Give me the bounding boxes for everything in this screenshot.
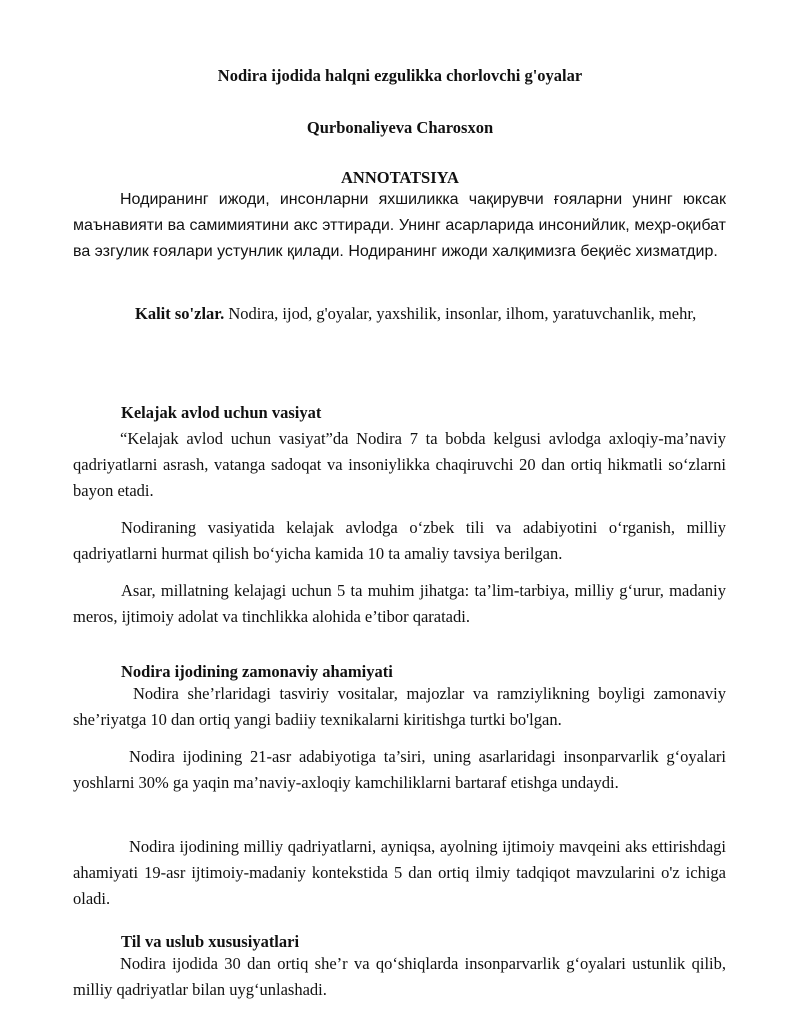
section-1-paragraph-3: Asar, millatning kelajagi uchun 5 ta muhim jihatga: ta’lim-tarbiya, milliy g‘urur, madaniy meros, ijtimoiy adolat va tinchlikka alohida e’tibor qaratadi. [73, 581, 726, 626]
section-2-paragraph-1: Nodira she’rlaridagi tasviriy vositalar, majozlar va ramziylikning boyligi zamonaviy she’riyatga 10 dan ortiq yangi badiiy texnikalarni kiritishga turtki bo'lgan. [73, 684, 726, 729]
section-1-paragraph-1: “Kelajak avlod uchun vasiyat”da Nodira 7 ta bobda kelgusi avlodga axloqiy-ma’naviy qadriyatlarni asrash, vatanga sadoqat va insoniylikka chaqiruvchi 20 dan ortiq hikmatli so‘zlarni bayon etadi. [73, 429, 726, 500]
section-3-paragraph-1: Nodira ijodida 30 dan ortiq she’r va qo‘shiqlarda insonparvarlik g‘oyalari ustunlik qilib, milliy qadriyatlar bilan uyg‘unlashadi. [73, 954, 726, 999]
keywords-label: Kalit so'zlar. [135, 304, 225, 323]
section-1-paragraph-2: Nodiraning vasiyatida kelajak avlodga o‘zbek tili va adabiyotini o‘rganish, milliy qadriyatlarni hurmat qilish bo‘yicha kamida 10 ta amaliy tavsiya berilgan. [73, 518, 726, 563]
document-title: Nodira ijodida halqni ezgulikka chorlovchi g'oyalar [217, 66, 583, 85]
annotation-text: Нодиранинг ижоди, инсонларни яхшиликка чақирувчи ғояларни унинг юксак маънавияти ва самимиятини акс эттиради. Унинг асарларида инсонийлик, меҳр-оқибат ва эзгулик ғоялари устунлик қилади. Нодиранинг ижоди халқимизга беқиёс хизматдир. [73, 191, 726, 260]
keywords-paragraph [73, 301, 726, 327]
section-heading-language-style: Til va uslub xususiyatlari [121, 932, 300, 951]
section-heading-modern-significance: Nodira ijodining zamonaviy ahamiyati [121, 662, 393, 681]
section-2-paragraph-2: Nodira ijodining 21-asr adabiyotiga ta’siri, uning asarlaridagi insonparvarlik g‘oyalari yoshlarni 30% ga yaqin ma’naviy-axloqiy kamchiliklarni bartaraf etishga undaydi. [73, 747, 726, 792]
section-heading-legacy: Kelajak avlod uchun vasiyat [121, 403, 322, 422]
section-2-paragraph-3: Nodira ijodining milliy qadriyatlarni, ayniqsa, ayolning ijtimoiy mavqeini aks ettirishdagi ahamiyati 19-asr ijtimoiy-madaniy kontekstida 5 dan ortiq ilmiy tadqiqot mavzularini o'z ichiga oladi. [73, 837, 726, 908]
keywords-list: Nodira, ijod, g'oyalar, yaxshilik, insonlar, ilhom, yaratuvchanlik, mehr, [224, 304, 697, 323]
annotation-heading: ANNOTATSIYA [341, 168, 459, 187]
author-name: Qurbonaliyeva Charosxon [306, 118, 494, 137]
